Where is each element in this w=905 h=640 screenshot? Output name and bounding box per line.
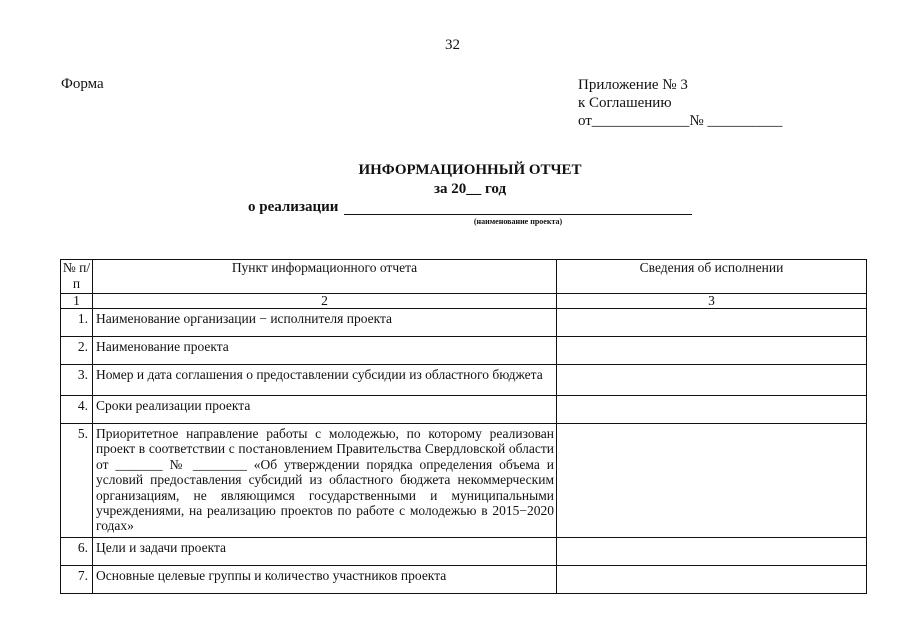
table-row (61, 396, 867, 424)
appendix-line-3: от_____________№ __________ (578, 113, 783, 129)
project-name-caption: (наименование проекта) (473, 217, 563, 226)
row-number: 3. (61, 365, 93, 396)
row-item-text: Цели и задачи проекта (93, 538, 557, 566)
row-item-text: Основные целевые группы и количество участников проекта (93, 566, 557, 594)
column-number: 1 (61, 294, 93, 309)
row-item-text: Сроки реализации проекта (93, 396, 557, 424)
row-number: 5. (61, 424, 93, 538)
row-number: 4. (61, 396, 93, 424)
row-info-cell[interactable] (557, 309, 867, 337)
table-row (61, 309, 867, 337)
table-row (61, 566, 867, 594)
table-row (61, 424, 867, 538)
appendix-block (578, 76, 782, 130)
row-item-text: Наименование организации − исполнителя проекта (93, 309, 557, 337)
table-row (61, 337, 867, 365)
table-row (61, 365, 867, 396)
header-num: № п/п (61, 260, 93, 294)
page-number: 32 (445, 37, 460, 53)
row-number: 1. (61, 309, 93, 337)
table-row (61, 538, 867, 566)
column-number: 3 (557, 294, 867, 309)
row-info-cell[interactable] (557, 337, 867, 365)
row-info-cell[interactable] (557, 365, 867, 396)
row-item-text: Наименование проекта (93, 337, 557, 365)
row-info-cell[interactable] (557, 538, 867, 566)
appendix-line-1: Приложение № 3 (578, 77, 688, 93)
appendix-line-2: к Соглашению (578, 95, 672, 111)
row-info-cell[interactable] (557, 424, 867, 538)
header-info: Сведения об исполнении (557, 260, 867, 294)
row-item-text: Приоритетное направление работы с молодежью, по которому реализован проект в соответствии с постановлением Правительства Свердловской области от _______ № ________ «Об утверждении порядка определения объема и условий предоставления субсидий из областного бюджета некоммерческим организациям, не являющимся государственными и муниципальными учреждениями, на реализацию проектов по работе с молодежью в 2015−2020 годах» (93, 424, 557, 538)
report-year-line: за 20__ год (433, 181, 507, 197)
column-number-row (61, 294, 867, 309)
form-label: Форма (61, 76, 104, 92)
about-label: о реализации (248, 199, 339, 215)
row-number: 7. (61, 566, 93, 594)
row-number: 6. (61, 538, 93, 566)
row-info-cell[interactable] (557, 566, 867, 594)
project-name-field (344, 214, 692, 215)
column-number: 2 (93, 294, 557, 309)
row-number: 2. (61, 337, 93, 365)
table-header-row (61, 260, 867, 294)
row-info-cell[interactable] (557, 396, 867, 424)
row-item-text: Номер и дата соглашения о предоставлении субсидии из областного бюджета (93, 365, 557, 396)
report-table (60, 259, 867, 594)
report-title: ИНФОРМАЦИОННЫЙ ОТЧЕТ (358, 162, 582, 178)
header-item: Пункт информационного отчета (93, 260, 557, 294)
